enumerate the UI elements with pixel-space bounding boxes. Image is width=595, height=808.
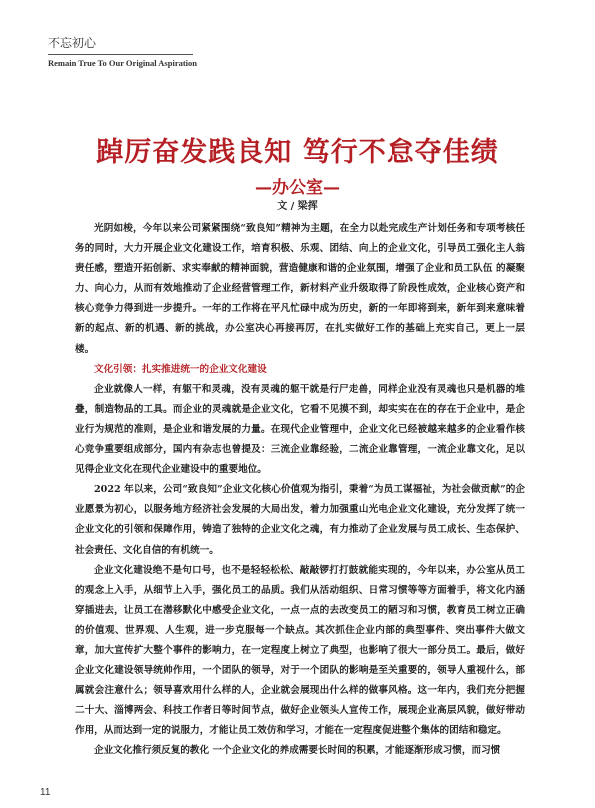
body-paragraph: 企业就像人一样，有躯干和灵魂，没有灵魂的躯干就是行尸走兽，同样企业没有灵魂也只是机器的堆叠，制造物品的工具。而企业的灵魂就是企业文化，它看不见摸不到，却实实在在的存在于企业中，是企业行为规范的准则，是企业和谐发展的力量。在现代企业管理中，企业文化已经被越来越多的企业看作核心竞争重要组成部分，国内有杂志也曾提及：三流企业靠经验，二流企业靠管理，一流企业靠文化，足以见得企业文化在现代企业建设中的重要地位。 bbox=[75, 383, 525, 476]
body-paragraph: 2022 年以来，公司“致良知”企业文化核心价值观为指引，秉着“为员工谋福祉，为社会做贡献”的企业愿景为初心，以服务地方经济社会发展的大局出发，着力加强重山光电企业文化建设，充分发挥了统一企业文化的引领和保障作用，铸造了独特的企业文化之魂，有力推动了企业发展与员工成长、生态保护、社会责任、文化自信的有机统一。 bbox=[75, 484, 525, 556]
header-title-cn: 不忘初心 bbox=[48, 36, 97, 50]
article-byline: 文 / 梁挥 bbox=[277, 201, 318, 212]
page-number: 11 bbox=[40, 787, 51, 798]
header-title-en: Remain True To Our Original Aspiration bbox=[48, 58, 198, 68]
running-header bbox=[48, 34, 198, 68]
intro-paragraph: 光阴如梭，今年以来公司紧紧围绕“致良知”精神为主题，在全力以赴完成生产计划任务和专项考核任务的同时，大力开展企业文化建设工作，培育积极、乐观、团结、向上的企业文化，引导员工强化主人翁责任感，塑造开拓创新、求实奉献的精神面貌，营造健康和谐的企业氛围，增强了企业和员工队伍 的凝聚力、向心力，从而有效地推动了企业经营管理工作，新材料产业升级取得了阶段性成效，企业核心资产和核心竞争力得到进一步提升。一年的工作将在平凡忙碌中成为历史，新的一年即将到来，新年到来意味着新的起点、新的机遇、新的挑战，办公室决心再接再厉，在扎实做好工作的基础上充实自己，更上一层楼。 bbox=[75, 223, 525, 355]
body-paragraph: 企业文化推行须反复的教化 一个企业文化的养成需要长时间的积累，才能逐渐形成习惯，而习惯 bbox=[94, 745, 501, 757]
article-subtitle: —办公室— bbox=[255, 178, 340, 198]
article-body bbox=[75, 219, 525, 762]
article-title: 踔厉奋发践良知 笃行不怠夺佳绩 bbox=[96, 137, 499, 168]
body-paragraph: 企业文化建设绝不是句口号，也不是轻轻松松、敲敲锣打打鼓就能实现的，今年以来，办公室从员工的观念上入手，从细节上入手，强化员工的品质。我们从活动组织、日常习惯等等方面着手，将文化内涵穿插进去，让员工在潜移默化中感受企业文化，一点一点的去改变员工的陋习和习惯，教育员工树立正确的价值观、世界观、人生观，进一步克服每一个缺点。其次抓住企业内部的典型事件、突出事件大做文章，加大宣传扩大整个事件的影响力，在一定程度上树立了典型，也影响了很大一部分员工。最后，做好企业文化建设领导统帅作用，一个团队的领导，对于一个团队的影响是至关重要的，领导人重视什么，部属就会注意什么；领导喜欢用什么样的人，企业就会展现出什么样的做事风格。这一年内，我们充分把握二十大、淄博两会、科技工作者日等时间节点，做好企业领头人宣传工作，展现企业高层风貌，做好带动作用，从而达到一定的说服力，才能让员工效仿和学习，才能在一定程度促进整个集体的团结和稳定。 bbox=[75, 564, 525, 737]
header-divider bbox=[48, 54, 193, 55]
section-heading: 文化引领：扎实推进统一的企业文化建设 bbox=[94, 363, 267, 375]
